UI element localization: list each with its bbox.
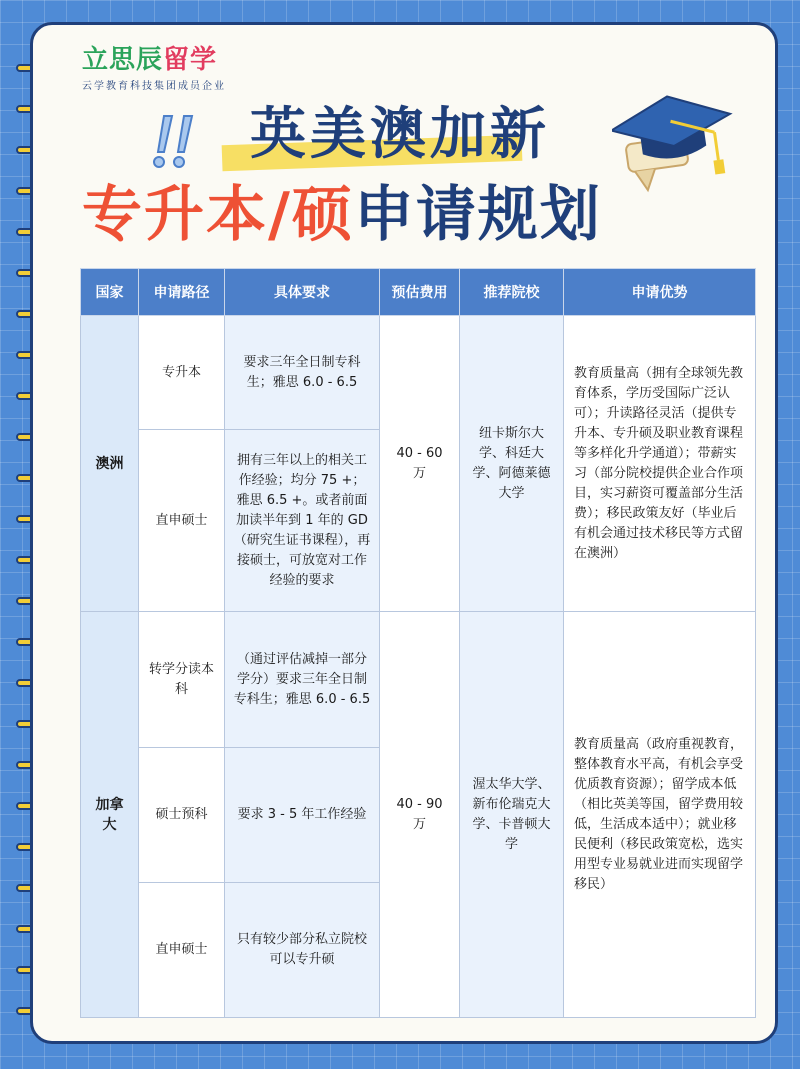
- header-advantage: 申请优势: [564, 269, 756, 316]
- table-row: [81, 612, 756, 747]
- path-cell: 专升本: [139, 316, 225, 430]
- table-header-row: [81, 269, 756, 316]
- logo-tagline: 云学教育科技集团成员企业: [82, 81, 226, 92]
- requirement-cell: （通过评估减掉一部分学分）要求三年全日制专科生；雅思 6.0 - 6.5: [225, 612, 380, 747]
- header-country: 国家: [81, 269, 139, 316]
- cost-cell: 40 - 60 万: [380, 316, 460, 612]
- schools-cell: 渥太华大学、新布伦瑞克大学、卡普顿大学: [460, 612, 564, 1018]
- advantage-cell: 教育质量高（拥有全球领先教育体系，学历受国际广泛认可）；升读路径灵活（提供专升本、专升硕及职业教育课程等多样化升学通道）；带薪实习（部分院校提供企业合作项目，实习薪资可覆盖部分生活费）；移民政策友好（毕业后有机会通过技术移民等方式留在澳洲）: [564, 316, 756, 612]
- plan-table: [80, 268, 756, 1018]
- requirement-cell: 只有较少部分私立院校可以专升硕: [225, 882, 380, 1017]
- country-cell: 加拿大: [81, 612, 139, 1018]
- header-schools: 推荐院校: [460, 269, 564, 316]
- cost-cell: 40 - 90 万: [380, 612, 460, 1018]
- header-requirement: 具体要求: [225, 269, 380, 316]
- page-subtitle: [82, 178, 602, 252]
- path-cell: 直申硕士: [139, 430, 225, 612]
- table-row: [81, 316, 756, 430]
- requirement-cell: 拥有三年以上的相关工作经验；均分 75 +；雅思 6.5 +。或者前面加读半年到 1 年的 GD（研究生证书课程），再接硕士，可放宽对工作经验的要求: [225, 430, 380, 612]
- page-title: 英美澳加新: [250, 102, 550, 167]
- logo-brand-accent: 留学: [163, 45, 218, 75]
- path-cell: 直申硕士: [139, 882, 225, 1017]
- path-cell: 转学分读本科: [139, 612, 225, 747]
- logo-brand: 立思辰: [82, 45, 164, 75]
- schools-cell: 纽卡斯尔大学、科廷大学、阿德莱德大学: [460, 316, 564, 612]
- country-cell: 澳洲: [81, 316, 139, 612]
- logo: [82, 45, 226, 92]
- requirement-cell: 要求三年全日制专科生；雅思 6.0 - 6.5: [225, 316, 380, 430]
- subtitle-red: 专升本/硕: [82, 180, 354, 250]
- subtitle-blue: 申请规划: [353, 180, 602, 250]
- header-path: 申请路径: [139, 269, 225, 316]
- path-cell: 硕士预科: [139, 747, 225, 882]
- header-cost: 预估费用: [380, 269, 460, 316]
- requirement-cell: 要求 3 - 5 年工作经验: [225, 747, 380, 882]
- graduation-cap-icon: [612, 86, 737, 196]
- advantage-cell: 教育质量高（政府重视教育，整体教育水平高，有机会享受优质教育资源）；留学成本低（相比英美等国，留学费用较低，生活成本适中）；就业移民便利（移民政策宽松，选实用型专业易就业进而实现留学移民）: [564, 612, 756, 1018]
